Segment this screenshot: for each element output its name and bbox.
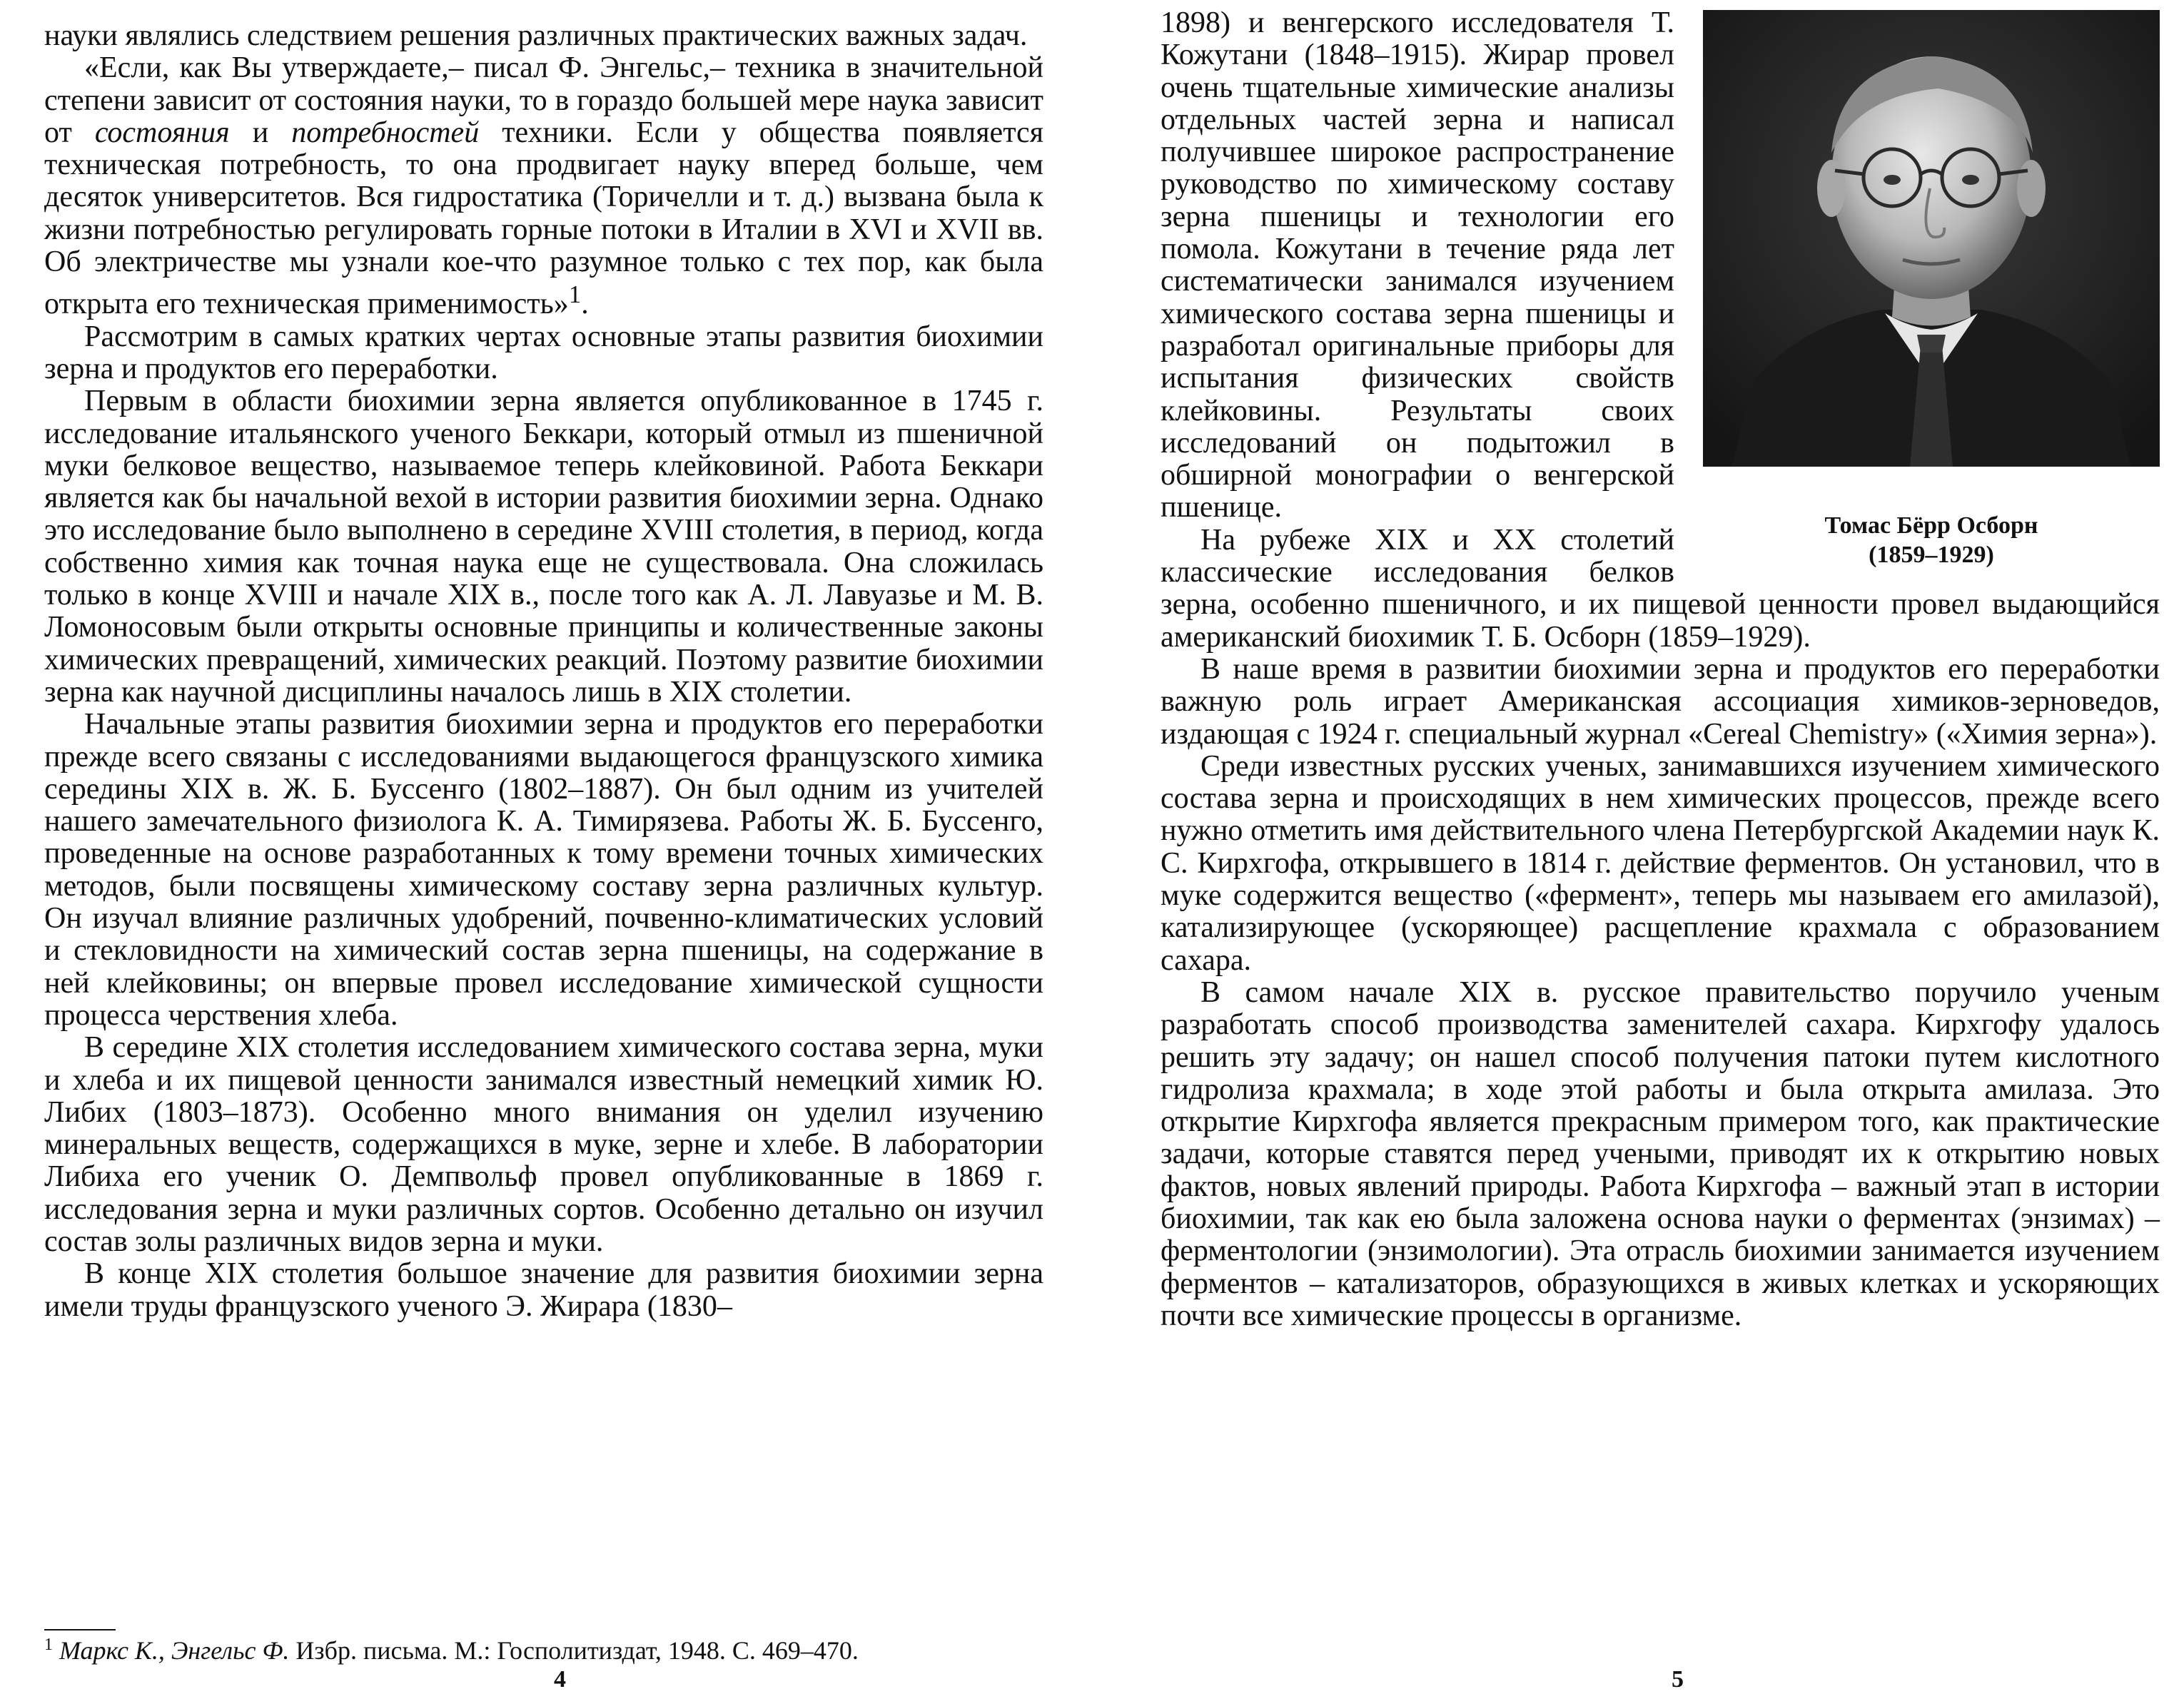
paragraph: 1898) и венгерского исследователя Т. Кожутани (1848–1915). Жирар провел очень тщательные химические анализы отдельных частей зерна и написал получившее широкое распространение руководство по химическому составу зерна пшеницы и технологии его помола. Кожутани в течение ряда лет систематически занимался изучением химического состава зерна пшеницы и разработал оригинальные приборы для испытания физических свойств клейковины. Результаты своих исследований он подытожил в обширной монографии о венгерской пшенице. — [1161, 6, 1674, 524]
paragraph: В самом начале XIX в. русское правительство поручило ученым разработать способ производства заменителей сахара. Кирхгофу удалось решить эту задачу; он нашел способ получения патоки путем кислотного гидролиза крахмала; в ходе этой работы и была открыта амилаза. Это открытие Кирхгофа является прекрасным примером того, как практические задачи, которые ставятся перед учеными, приводят их к открытию новых фактов, новых явлений природы. Работа Кирхгофа – важный этап в истории биохимии, так как ею была заложена основа науки о ферментах (энзимах) – ферментологии (энзимологии). Эта отрасль биохимии занимается изучением ферментов – катализаторов, образующихся в живых клетках и ускоряющих почти все химические процессы в организме. — [1161, 975, 2160, 1332]
paragraph: На рубеже XIX и XX столетий классические исследования белков зерна, особенно пшеничного, и их пищевой ценности провел выдающийся американский биохимик Т. Б. Осборн (1859–1929). — [1161, 523, 2160, 654]
footnote-authors: Маркс К., Энгельс Ф. — [59, 1636, 290, 1665]
left-text-column — [44, 20, 1043, 1323]
portrait-caption-name: Томас Бёрр Осборн — [1824, 512, 2038, 539]
emphasis: потребностей — [291, 116, 480, 149]
paragraph: Первым в области биохимии зерна является опубликованное в 1745 г. исследование итальянского ученого Беккари, который отмыл из пшеничной муки белковое вещество, называемое теперь клейковиной. Работа Беккари является как бы начальной вехой в истории развития биохимии зерна. Однако это исследование было выполнено в середине XVIII столетия, в период, когда собственно химия как точная наука еще не существовала. Она сложилась только в конце XVIII и начале XIX в., после того как А. Л. Лавуазье и М. В. Ломоносовым были открыты основные принципы и количественные законы химических превращений, химических реакций. Поэтому развитие биохимии зерна как научной дисциплины началось лишь в XIX столетии. — [44, 385, 1043, 709]
quote-part: и — [252, 116, 269, 149]
portrait-caption-years: (1859–1929) — [1869, 542, 1994, 568]
page-number: 4 — [554, 1666, 566, 1693]
quote-part: техники. Если у общества появляется техническая потребность, то она продвигает науку вперед больше, чем десяток университетов. Вся гидростатика (Торичелли и т. д.) вызвана была к жизни потребностью регулировать горные потоки в Италии в XVI и XVII вв. Об электричестве мы узнали кое-что разумное только с тех пор, как была открыта его техническая применимость» — [44, 116, 1044, 321]
portrait-photo — [1703, 10, 2160, 467]
paragraph: науки являлись следствием решения различных практических важных задач. — [44, 19, 1028, 52]
quote-paragraph: «Если, как Вы утверждаете,– писал Ф. Энгельс,– техника в значительной степени зависит от состояния науки, то в гораздо большей мере наука зависит от состояния и потребностей техники. Если у общества появляется техническая потребность, то она продвигает науку вперед больше, чем десяток университетов. Вся гидростатика (Торичелли и т. д.) вызвана была к жизни потребностью регулировать горные потоки в Италии в XVI и XVII вв. Об электричестве мы узнали кое-что разумное только с тех пор, как была открыта его техническая применимость»$^1$. — [44, 51, 1044, 321]
emphasis: состояния — [94, 116, 230, 149]
paragraph: Начальные этапы развития биохимии зерна и продуктов его переработки прежде всего связаны с исследованиями выдающегося французского химика середины XIX в. Ж. Б. Буссенго (1802–1887). Он был одним из учителей нашего замечательного физиолога К. А. Тимирязева. Работы Ж. Б. Буссенго, проведенные на основе разработанных к тому времени точных химических методов, были посвящены химическому составу зерна различных культур. Он изучал влияние различных удобрений, почвенно-климатических условий и стекловидности на химический состав зерна пшеницы, на содержание в ней клейковины; он впервые провел исследование химической сущности процесса черствения хлеба. — [44, 708, 1043, 1032]
paragraph: Рассмотрим в самых кратких чертах основные этапы развития биохимии зерна и продуктов его переработки. — [44, 320, 1043, 385]
paragraph: Среди известных русских ученых, занимавшихся изучением химического состава зерна и происходящих в нем химических процессов, прежде всего нужно отметить имя действительного члена Петербургской Академии наук К. С. Кирхгофа, открывшего в 1814 г. действие ферментов. Он установил, что в муке содержится вещество («фермент», теперь мы называем его амилазой), катализирующее (ускоряющее) расщепление крахмала с образованием сахара. — [1161, 749, 2160, 977]
footnote-text: Избр. письма. М.: Госполитиздат, 1948. С. 469–470. — [295, 1636, 859, 1665]
paragraph: В наше время в развитии биохимии зерна и продуктов его переработки важную роль играет Американская ассоциация химиков-зерноведов, издающая с 1924 г. специальный журнал «Cereal Chemistry» («Химия зерна»). — [1161, 652, 2160, 751]
portrait-illustration — [1703, 10, 2160, 467]
footnote-mark: 1 — [568, 280, 582, 309]
footnote-number: 1 — [44, 1635, 53, 1654]
portrait-figure — [1703, 10, 2160, 568]
right-page — [1092, 0, 2184, 1694]
footnote — [44, 1630, 1058, 1665]
quote-part: «Если, как Вы утверждаете,– писал Ф. Энгельс,– техника в значительной степени зависит от состояния науки, то в гораздо большей мере наука зависит от — [44, 51, 1043, 149]
page-number: 5 — [1672, 1666, 1684, 1693]
right-text-column — [1161, 7, 2160, 1332]
paragraph: В конце XIX столетия большое значение для развития биохимии зерна имели труды французского ученого Э. Жирара (1830– — [44, 1257, 1043, 1323]
paragraph: В середине XIX столетия исследованием химического состава зерна, муки и хлеба и их пищевой ценности занимался известный немецкий химик Ю. Либих (1803–1873). Особенно много внимания он уделил изучению минеральных веществ, содержащихся в муке, зерне и хлебе. В лаборатории Либиха его ученик О. Демпвольф провел опубликованные в 1869 г. исследования зерна и муки различных сортов. Особенно детально он изучил состав золы различных видов зерна и муки. — [44, 1031, 1043, 1258]
